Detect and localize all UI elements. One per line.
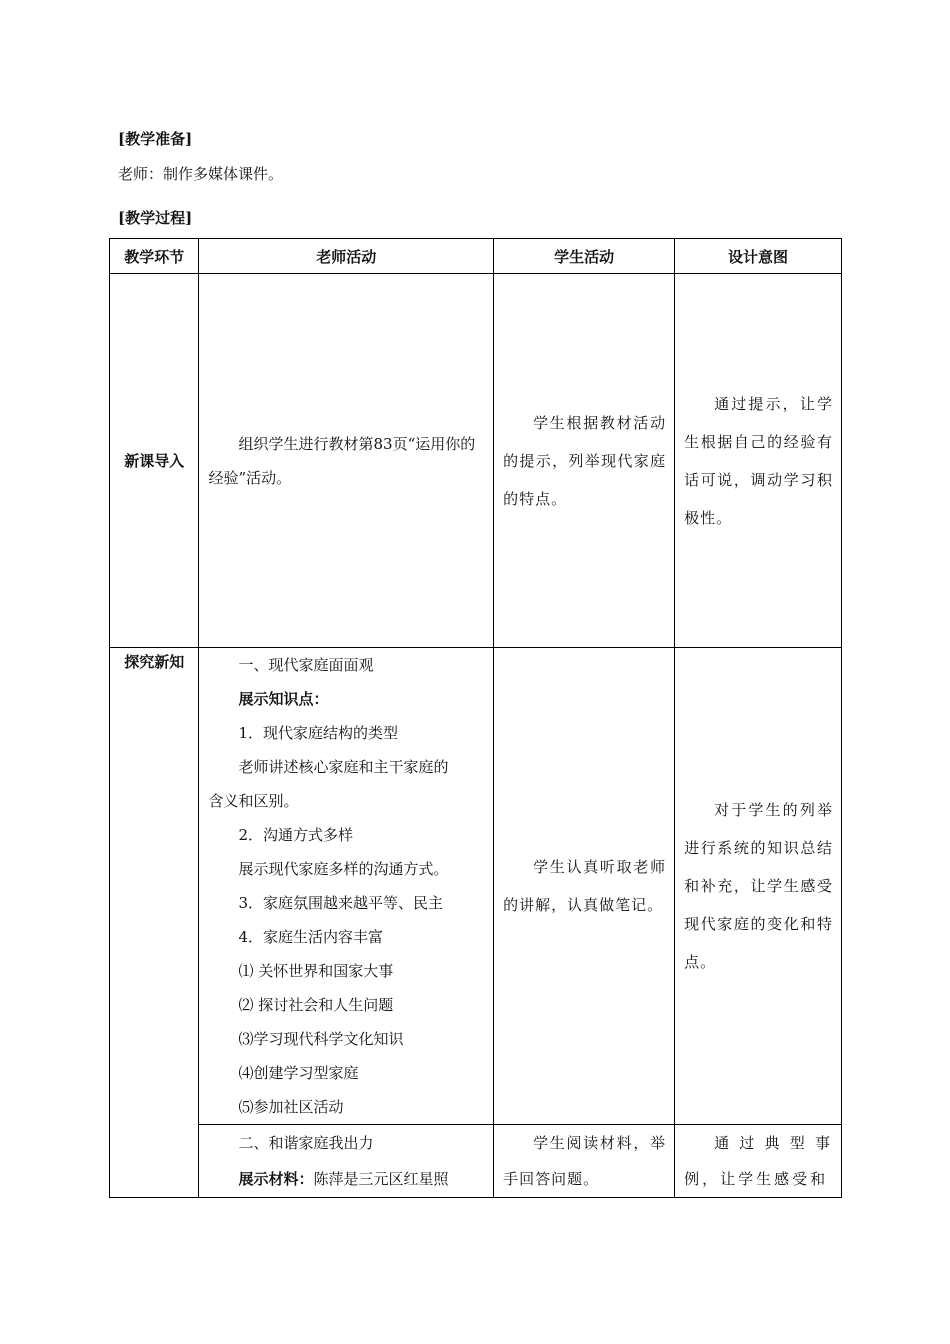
prep-text: 老师：制作多媒体课件。: [118, 165, 284, 183]
stage-cell: 新课导入: [110, 274, 199, 648]
stage-cell: [110, 648, 199, 1198]
teacher-line: ⑵ 探讨社会和人生问题: [238, 996, 394, 1014]
student-text: 学生根据教材活动的提示，列举现代家庭的特点。: [503, 413, 667, 508]
intent-cell: [675, 274, 842, 648]
teacher-line: 展示知识点：: [238, 690, 329, 708]
intent-text: 通过提示，让学生根据自己的经验有话可说，调动学习积极性。: [684, 394, 833, 527]
table-row: [110, 648, 842, 1125]
teacher-line: 2．沟通方式多样: [238, 826, 354, 844]
material-label: 展示材料：: [238, 1170, 314, 1188]
header-student: 学生活动: [494, 239, 675, 274]
prep-heading: [教学准备]: [118, 130, 193, 148]
teacher-line: 1．现代家庭结构的类型: [238, 724, 399, 742]
student-text: 学生认真听取老师的讲解，认真做笔记。: [503, 858, 667, 914]
teacher-line: ⑷创建学习型家庭: [238, 1064, 359, 1082]
teacher-line: [208, 1161, 485, 1197]
teacher-line: ⑴ 关怀世界和国家大事: [238, 962, 394, 980]
table-row: [110, 274, 842, 648]
teacher-line: 一、现代家庭面面观: [238, 656, 374, 674]
intent-text: 对于学生的列举进行系统的知识总结和补充，让学生感受现代家庭的变化和特点。: [684, 801, 833, 971]
teacher-line: 3．家庭氛围越来越平等、民主: [238, 894, 444, 912]
teacher-text: 组织学生进行教材第83页“运用你的经验”活动。: [208, 434, 476, 487]
intent-cell: [675, 1125, 842, 1198]
table-header-row: [110, 239, 842, 274]
teacher-cell: [199, 274, 494, 648]
stage-text: 探究新知: [124, 653, 185, 671]
student-cell: [494, 1125, 675, 1198]
teacher-line: 老师讲述核心家庭和主干家庭的: [238, 758, 449, 776]
teacher-line: 4．家庭生活内容丰富: [238, 928, 384, 946]
student-cell: [494, 274, 675, 648]
header-stage: 教学环节: [110, 239, 199, 274]
teacher-line: 二、和谐家庭我出力: [238, 1134, 374, 1152]
process-heading: [教学过程]: [118, 209, 193, 227]
header-teacher: 老师活动: [199, 239, 494, 274]
student-text: 学生阅读材料，举手回答问题。: [503, 1134, 667, 1188]
table-row: [110, 1125, 842, 1198]
intent-cell: [675, 648, 842, 1125]
material-text: 陈萍是三元区红星照: [313, 1170, 449, 1188]
teacher-line: 展示现代家庭多样的沟通方式。: [238, 860, 449, 878]
teacher-line: ⑶学习现代科学文化知识: [238, 1030, 404, 1048]
teacher-lines: [199, 1125, 493, 1197]
student-cell: [494, 648, 675, 1125]
intent-text: 通过典型事例，让学生感受和: [684, 1134, 833, 1188]
lesson-table: [109, 238, 842, 1198]
teacher-line: 含义和区别。: [208, 792, 299, 810]
teacher-cell: [199, 648, 494, 1125]
header-intent: 设计意图: [675, 239, 842, 274]
teacher-lines: [199, 648, 493, 1124]
teacher-line: ⑸参加社区活动: [238, 1098, 344, 1116]
teacher-cell: [199, 1125, 494, 1198]
